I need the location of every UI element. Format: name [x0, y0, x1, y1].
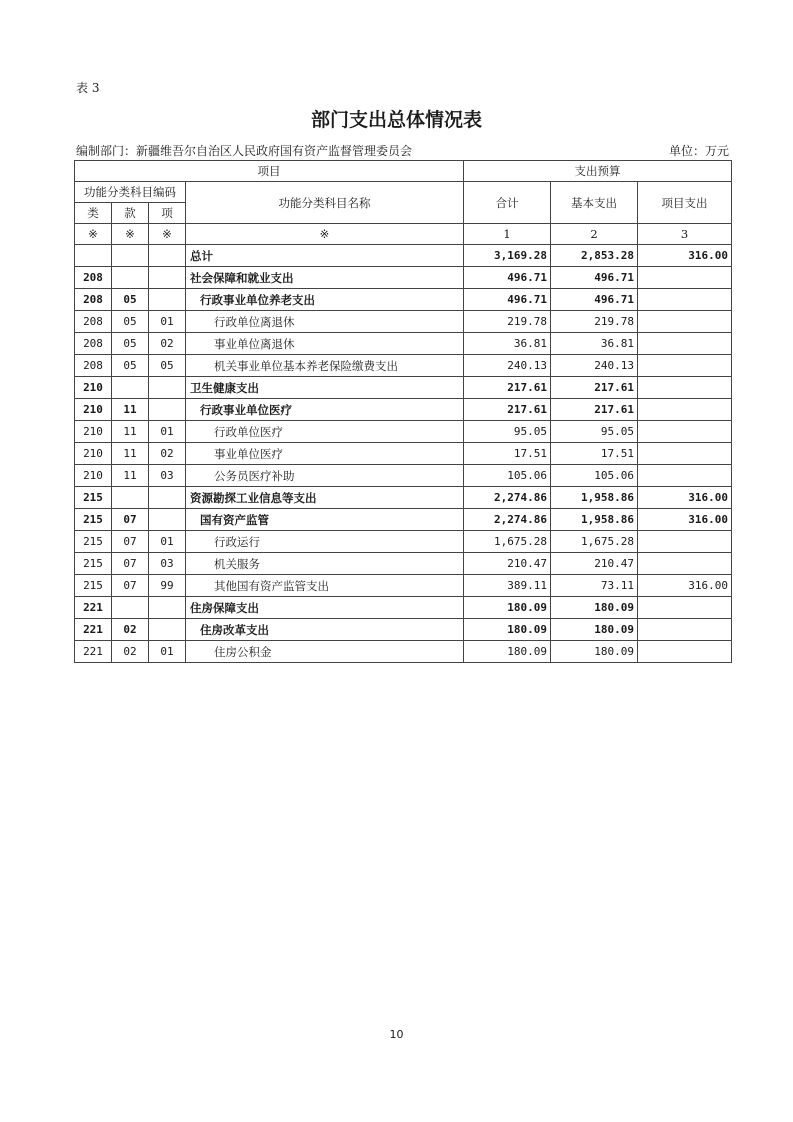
cell-kuan: 07: [112, 531, 149, 553]
cell-project: [638, 531, 732, 553]
header-mark-lei: ※: [75, 224, 112, 245]
cell-total: 2,274.86: [464, 509, 551, 531]
cell-kuan: 05: [112, 289, 149, 311]
cell-lei: 210: [75, 377, 112, 399]
cell-total: 3,169.28: [464, 245, 551, 267]
cell-project: [638, 641, 732, 663]
header-mark-kuan: ※: [112, 224, 149, 245]
cell-name: 公务员医疗补助: [186, 465, 464, 487]
cell-basic: 95.05: [551, 421, 638, 443]
cell-name: 事业单位离退休: [186, 333, 464, 355]
cell-xiang: [149, 619, 186, 641]
unit-label: 单位：万元: [668, 144, 729, 158]
cell-lei: 215: [75, 509, 112, 531]
table-row: [75, 509, 732, 531]
cell-kuan: 05: [112, 311, 149, 333]
cell-lei: 210: [75, 443, 112, 465]
cell-lei: 215: [75, 487, 112, 509]
header-col-3: 3: [638, 224, 732, 245]
table-row: [75, 619, 732, 641]
header-basic: 基本支出: [551, 182, 638, 224]
cell-kuan: 02: [112, 641, 149, 663]
cell-xiang: 05: [149, 355, 186, 377]
cell-total: 2,274.86: [464, 487, 551, 509]
cell-xiang: [149, 289, 186, 311]
table-row: [75, 333, 732, 355]
table-row: [75, 289, 732, 311]
cell-name: 卫生健康支出: [186, 377, 464, 399]
cell-project: 316.00: [638, 245, 732, 267]
cell-total: 496.71: [464, 267, 551, 289]
header-name: 功能分类科目名称: [186, 182, 464, 224]
cell-total: 1,675.28: [464, 531, 551, 553]
cell-kuan: 05: [112, 333, 149, 355]
cell-lei: 221: [75, 641, 112, 663]
cell-lei: 215: [75, 575, 112, 597]
cell-project: [638, 311, 732, 333]
cell-name: 总计: [186, 245, 464, 267]
cell-total: 496.71: [464, 289, 551, 311]
cell-name: 住房保障支出: [186, 597, 464, 619]
table-row: [75, 575, 732, 597]
cell-basic: 496.71: [551, 289, 638, 311]
header-mark-name: ※: [186, 224, 464, 245]
cell-kuan: [112, 487, 149, 509]
cell-project: [638, 619, 732, 641]
cell-xiang: 01: [149, 531, 186, 553]
cell-kuan: 11: [112, 399, 149, 421]
cell-lei: 208: [75, 289, 112, 311]
table-row: [75, 311, 732, 333]
cell-lei: 210: [75, 421, 112, 443]
cell-lei: 210: [75, 465, 112, 487]
cell-basic: 240.13: [551, 355, 638, 377]
cell-project: [638, 553, 732, 575]
cell-basic: 73.11: [551, 575, 638, 597]
cell-name: 机关服务: [186, 553, 464, 575]
cell-xiang: 01: [149, 421, 186, 443]
cell-name: 国有资产监管: [186, 509, 464, 531]
table-row: [75, 267, 732, 289]
cell-total: 95.05: [464, 421, 551, 443]
table-row: [75, 421, 732, 443]
cell-xiang: [149, 267, 186, 289]
cell-total: 180.09: [464, 619, 551, 641]
cell-total: 240.13: [464, 355, 551, 377]
cell-project: [638, 597, 732, 619]
cell-name: 社会保障和就业支出: [186, 267, 464, 289]
cell-basic: 217.61: [551, 399, 638, 421]
cell-project: 316.00: [638, 575, 732, 597]
cell-lei: 208: [75, 333, 112, 355]
cell-name: 其他国有资产监管支出: [186, 575, 464, 597]
cell-lei: 208: [75, 267, 112, 289]
cell-kuan: 07: [112, 509, 149, 531]
cell-lei: 221: [75, 619, 112, 641]
cell-project: [638, 267, 732, 289]
cell-xiang: 02: [149, 443, 186, 465]
cell-xiang: [149, 399, 186, 421]
table-row: [75, 399, 732, 421]
cell-kuan: 11: [112, 443, 149, 465]
cell-lei: [75, 245, 112, 267]
cell-basic: 17.51: [551, 443, 638, 465]
cell-project: [638, 465, 732, 487]
cell-xiang: 03: [149, 465, 186, 487]
cell-total: 180.09: [464, 597, 551, 619]
table-row: [75, 465, 732, 487]
header-total: 合计: [464, 182, 551, 224]
header-kuan: 款: [112, 203, 149, 224]
cell-project: [638, 421, 732, 443]
cell-name: 行政运行: [186, 531, 464, 553]
header-item: 项目: [75, 161, 464, 182]
cell-total: 219.78: [464, 311, 551, 333]
cell-project: [638, 399, 732, 421]
cell-xiang: 02: [149, 333, 186, 355]
cell-basic: 105.06: [551, 465, 638, 487]
header-budget: 支出预算: [464, 161, 732, 182]
cell-xiang: [149, 487, 186, 509]
cell-xiang: 99: [149, 575, 186, 597]
cell-project: [638, 289, 732, 311]
cell-name: 住房改革支出: [186, 619, 464, 641]
cell-lei: 208: [75, 355, 112, 377]
cell-basic: 180.09: [551, 597, 638, 619]
cell-basic: 496.71: [551, 267, 638, 289]
cell-lei: 208: [75, 311, 112, 333]
cell-xiang: 03: [149, 553, 186, 575]
cell-kuan: 02: [112, 619, 149, 641]
cell-lei: 215: [75, 531, 112, 553]
cell-total: 17.51: [464, 443, 551, 465]
table-row: [75, 487, 732, 509]
cell-kuan: [112, 597, 149, 619]
cell-total: 389.11: [464, 575, 551, 597]
cell-total: 180.09: [464, 641, 551, 663]
cell-project: [638, 333, 732, 355]
cell-project: [638, 443, 732, 465]
cell-kuan: 07: [112, 575, 149, 597]
table-row: [75, 377, 732, 399]
table-row: [75, 443, 732, 465]
cell-name: 住房公积金: [186, 641, 464, 663]
cell-basic: 217.61: [551, 377, 638, 399]
cell-xiang: 01: [149, 641, 186, 663]
cell-basic: 2,853.28: [551, 245, 638, 267]
header-row-2: [75, 182, 732, 203]
cell-kuan: [112, 267, 149, 289]
cell-name: 行政事业单位养老支出: [186, 289, 464, 311]
cell-total: 210.47: [464, 553, 551, 575]
cell-xiang: [149, 245, 186, 267]
cell-name: 行政单位离退休: [186, 311, 464, 333]
cell-basic: 180.09: [551, 619, 638, 641]
table-row: [75, 531, 732, 553]
cell-xiang: 01: [149, 311, 186, 333]
cell-basic: 36.81: [551, 333, 638, 355]
cell-kuan: 11: [112, 421, 149, 443]
header-lei: 类: [75, 203, 112, 224]
cell-basic: 180.09: [551, 641, 638, 663]
table-row: [75, 597, 732, 619]
cell-kuan: 05: [112, 355, 149, 377]
cell-project: [638, 355, 732, 377]
header-row-4: [75, 224, 732, 245]
header-project: 项目支出: [638, 182, 732, 224]
cell-project: [638, 377, 732, 399]
cell-xiang: [149, 597, 186, 619]
cell-name: 行政事业单位医疗: [186, 399, 464, 421]
cell-xiang: [149, 377, 186, 399]
table-row: [75, 641, 732, 663]
cell-kuan: [112, 377, 149, 399]
table-row: [75, 355, 732, 377]
header-xiang: 项: [149, 203, 186, 224]
cell-project: 316.00: [638, 487, 732, 509]
cell-basic: 219.78: [551, 311, 638, 333]
cell-total: 217.61: [464, 399, 551, 421]
header-mark-xiang: ※: [149, 224, 186, 245]
table-row: [75, 553, 732, 575]
cell-basic: 1,958.86: [551, 509, 638, 531]
cell-project: 316.00: [638, 509, 732, 531]
cell-basic: 1,675.28: [551, 531, 638, 553]
table-row: [75, 245, 732, 267]
cell-lei: 215: [75, 553, 112, 575]
cell-name: 资源勘探工业信息等支出: [186, 487, 464, 509]
cell-name: 事业单位医疗: [186, 443, 464, 465]
header-col-1: 1: [464, 224, 551, 245]
cell-name: 机关事业单位基本养老保险缴费支出: [186, 355, 464, 377]
cell-lei: 210: [75, 399, 112, 421]
table-number-label: 表 3: [76, 81, 100, 95]
cell-basic: 210.47: [551, 553, 638, 575]
cell-total: 36.81: [464, 333, 551, 355]
cell-kuan: 07: [112, 553, 149, 575]
cell-lei: 221: [75, 597, 112, 619]
header-col-2: 2: [551, 224, 638, 245]
expenditure-table: [74, 160, 732, 663]
cell-xiang: [149, 509, 186, 531]
cell-kuan: 11: [112, 465, 149, 487]
cell-kuan: [112, 245, 149, 267]
cell-total: 105.06: [464, 465, 551, 487]
page-number: 10: [389, 1028, 404, 1041]
cell-name: 行政单位医疗: [186, 421, 464, 443]
cell-basic: 1,958.86: [551, 487, 638, 509]
department-label: 编制部门：新疆维吾尔自治区人民政府国有资产监督管理委员会: [76, 144, 413, 158]
page-title: 部门支出总体情况表: [310, 109, 482, 131]
header-row-1: [75, 161, 732, 182]
header-code-group: 功能分类科目编码: [75, 182, 186, 203]
cell-total: 217.61: [464, 377, 551, 399]
